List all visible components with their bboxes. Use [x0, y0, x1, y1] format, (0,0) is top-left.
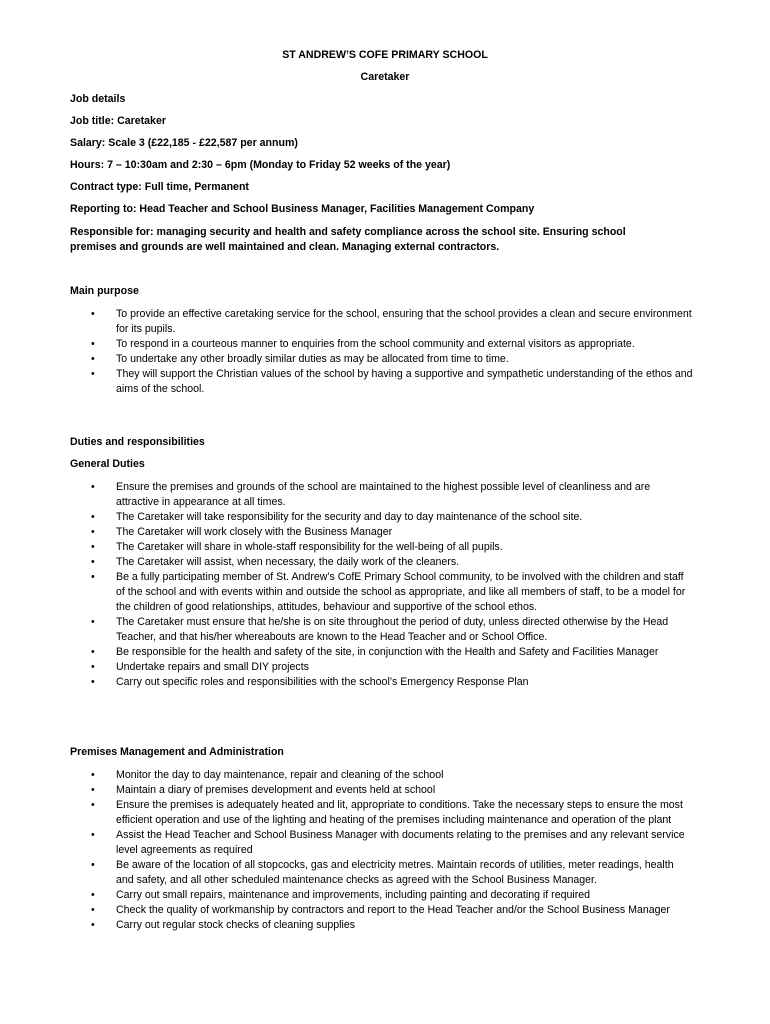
bullet-icon: •: [91, 661, 95, 673]
list-item: • Undertake repairs and small DIY projects: [91, 661, 309, 673]
bullet-icon: •: [91, 646, 95, 658]
list-item: • Ensure the premises and grounds of the school are maintained to the highest possible level of cleanliness and are attractive in appearance at all times.: [91, 481, 651, 508]
list-item: • Carry out specific roles and responsibilities with the school’s Emergency Response Plan: [91, 676, 529, 688]
premises-list: [0, 768, 770, 933]
bullet-icon: •: [91, 481, 95, 493]
list-item: • The Caretaker will take responsibility for the security and day to day maintenance of the school site.: [91, 511, 583, 523]
contract-line: Contract type: Full time, Permanent: [70, 181, 249, 193]
list-item: • Be responsible for the health and safety of the site, in conjunction with the Health and Safety and Facilities Manager: [91, 646, 659, 658]
list-item: • Be a fully participating member of St. Andrew’s CofE Primary School community, to be involved with the children and staff of the school and with events within and outside the school as appropriate, and like all members of staff, to be a model for the children of good relationships, attitudes, behaviour and supportive of the school ethos.: [91, 571, 686, 613]
bullet-icon: •: [91, 526, 95, 538]
general-duties-subheading: General Duties: [70, 458, 145, 470]
bullet-icon: •: [91, 889, 95, 901]
list-item: • To respond in a courteous manner to enquiries from the school community and external visitors as appropriate.: [91, 338, 635, 350]
list-item: • To provide an effective caretaking service for the school, ensuring that the school provides a clean and secure environment for its pupils.: [91, 308, 692, 335]
list-item: • Check the quality of workmanship by contractors and report to the Head Teacher and/or the School Business Manager: [91, 904, 670, 916]
bullet-icon: •: [91, 338, 95, 350]
bullet-icon: •: [91, 904, 95, 916]
bullet-icon: •: [91, 571, 95, 583]
bullet-icon: •: [91, 919, 95, 931]
bullet-icon: •: [91, 308, 95, 320]
list-item: • Maintain a diary of premises development and events held at school: [91, 784, 436, 796]
salary-line: Salary: Scale 3 (£22,185 - £22,587 per annum): [70, 137, 298, 149]
bullet-icon: •: [91, 784, 95, 796]
bullet-icon: •: [91, 799, 95, 811]
bullet-icon: •: [91, 353, 95, 365]
school-name-heading: ST ANDREW’S COFE PRIMARY SCHOOL: [282, 49, 488, 61]
list-item: • Carry out small repairs, maintenance and improvements, including painting and decorating if required: [91, 889, 591, 901]
main-purpose-heading: Main purpose: [70, 285, 139, 297]
list-item: • Carry out regular stock checks of cleaning supplies: [91, 919, 356, 931]
bullet-icon: •: [91, 541, 95, 553]
list-item: • Ensure the premises is adequately heated and lit, appropriate to conditions. Take the necessary steps to ensure the most efficient operation and use of the lighting and heating of the premises including maintenance and operation of the plant: [91, 799, 683, 826]
list-item: • The Caretaker will share in whole-staff responsibility for the well-being of all pupils.: [91, 541, 503, 553]
list-item: • They will support the Christian values of the school by having a supportive and sympathetic understanding of the ethos and aims of the school.: [91, 368, 693, 395]
job-details-heading: Job details: [70, 93, 126, 105]
bullet-icon: •: [91, 769, 95, 781]
job-title-line: Job title: Caretaker: [70, 115, 166, 127]
general-duties-list: [0, 480, 770, 690]
premises-heading: Premises Management and Administration: [70, 746, 284, 758]
list-item: • The Caretaker will assist, when necessary, the daily work of the cleaners.: [91, 556, 460, 568]
list-item: • Be aware of the location of all stopcocks, gas and electricity metres. Maintain records of utilities, meter readings, health and safety, and all other scheduled maintenance checks as agreed with the School Business Manager.: [91, 859, 674, 886]
bullet-icon: •: [91, 368, 95, 380]
bullet-icon: •: [91, 511, 95, 523]
bullet-icon: •: [91, 616, 95, 628]
duties-heading: Duties and responsibilities: [70, 436, 205, 448]
list-item: • Assist the Head Teacher and School Business Manager with documents relating to the premises and any relevant service level agreements as required: [91, 829, 685, 856]
list-item: • The Caretaker will work closely with the Business Manager: [91, 526, 393, 538]
bullet-icon: •: [91, 556, 95, 568]
bullet-icon: •: [91, 829, 95, 841]
list-item: • The Caretaker must ensure that he/she is on site throughout the period of duty, unless directed otherwise by the Head Teacher, and that his/her whereabouts are known to the Head Teacher and or School Office.: [91, 616, 669, 643]
hours-line: Hours: 7 – 10:30am and 2:30 – 6pm (Monday to Friday 52 weeks of the year): [70, 159, 451, 171]
list-item: • To undertake any other broadly similar duties as may be allocated from time to time.: [91, 353, 509, 365]
reporting-line: Reporting to: Head Teacher and School Business Manager, Facilities Management Company: [70, 203, 535, 215]
role-heading: Caretaker: [360, 71, 410, 83]
list-item: • Monitor the day to day maintenance, repair and cleaning of the school: [91, 769, 444, 781]
bullet-icon: •: [91, 676, 95, 688]
responsible-for-paragraph: Responsible for: managing security and health and safety compliance across the school site. Ensuring school premises and grounds are well maintained and clean. Managing external contractors.: [70, 226, 626, 253]
main-purpose-list: [0, 307, 770, 397]
bullet-icon: •: [91, 859, 95, 871]
